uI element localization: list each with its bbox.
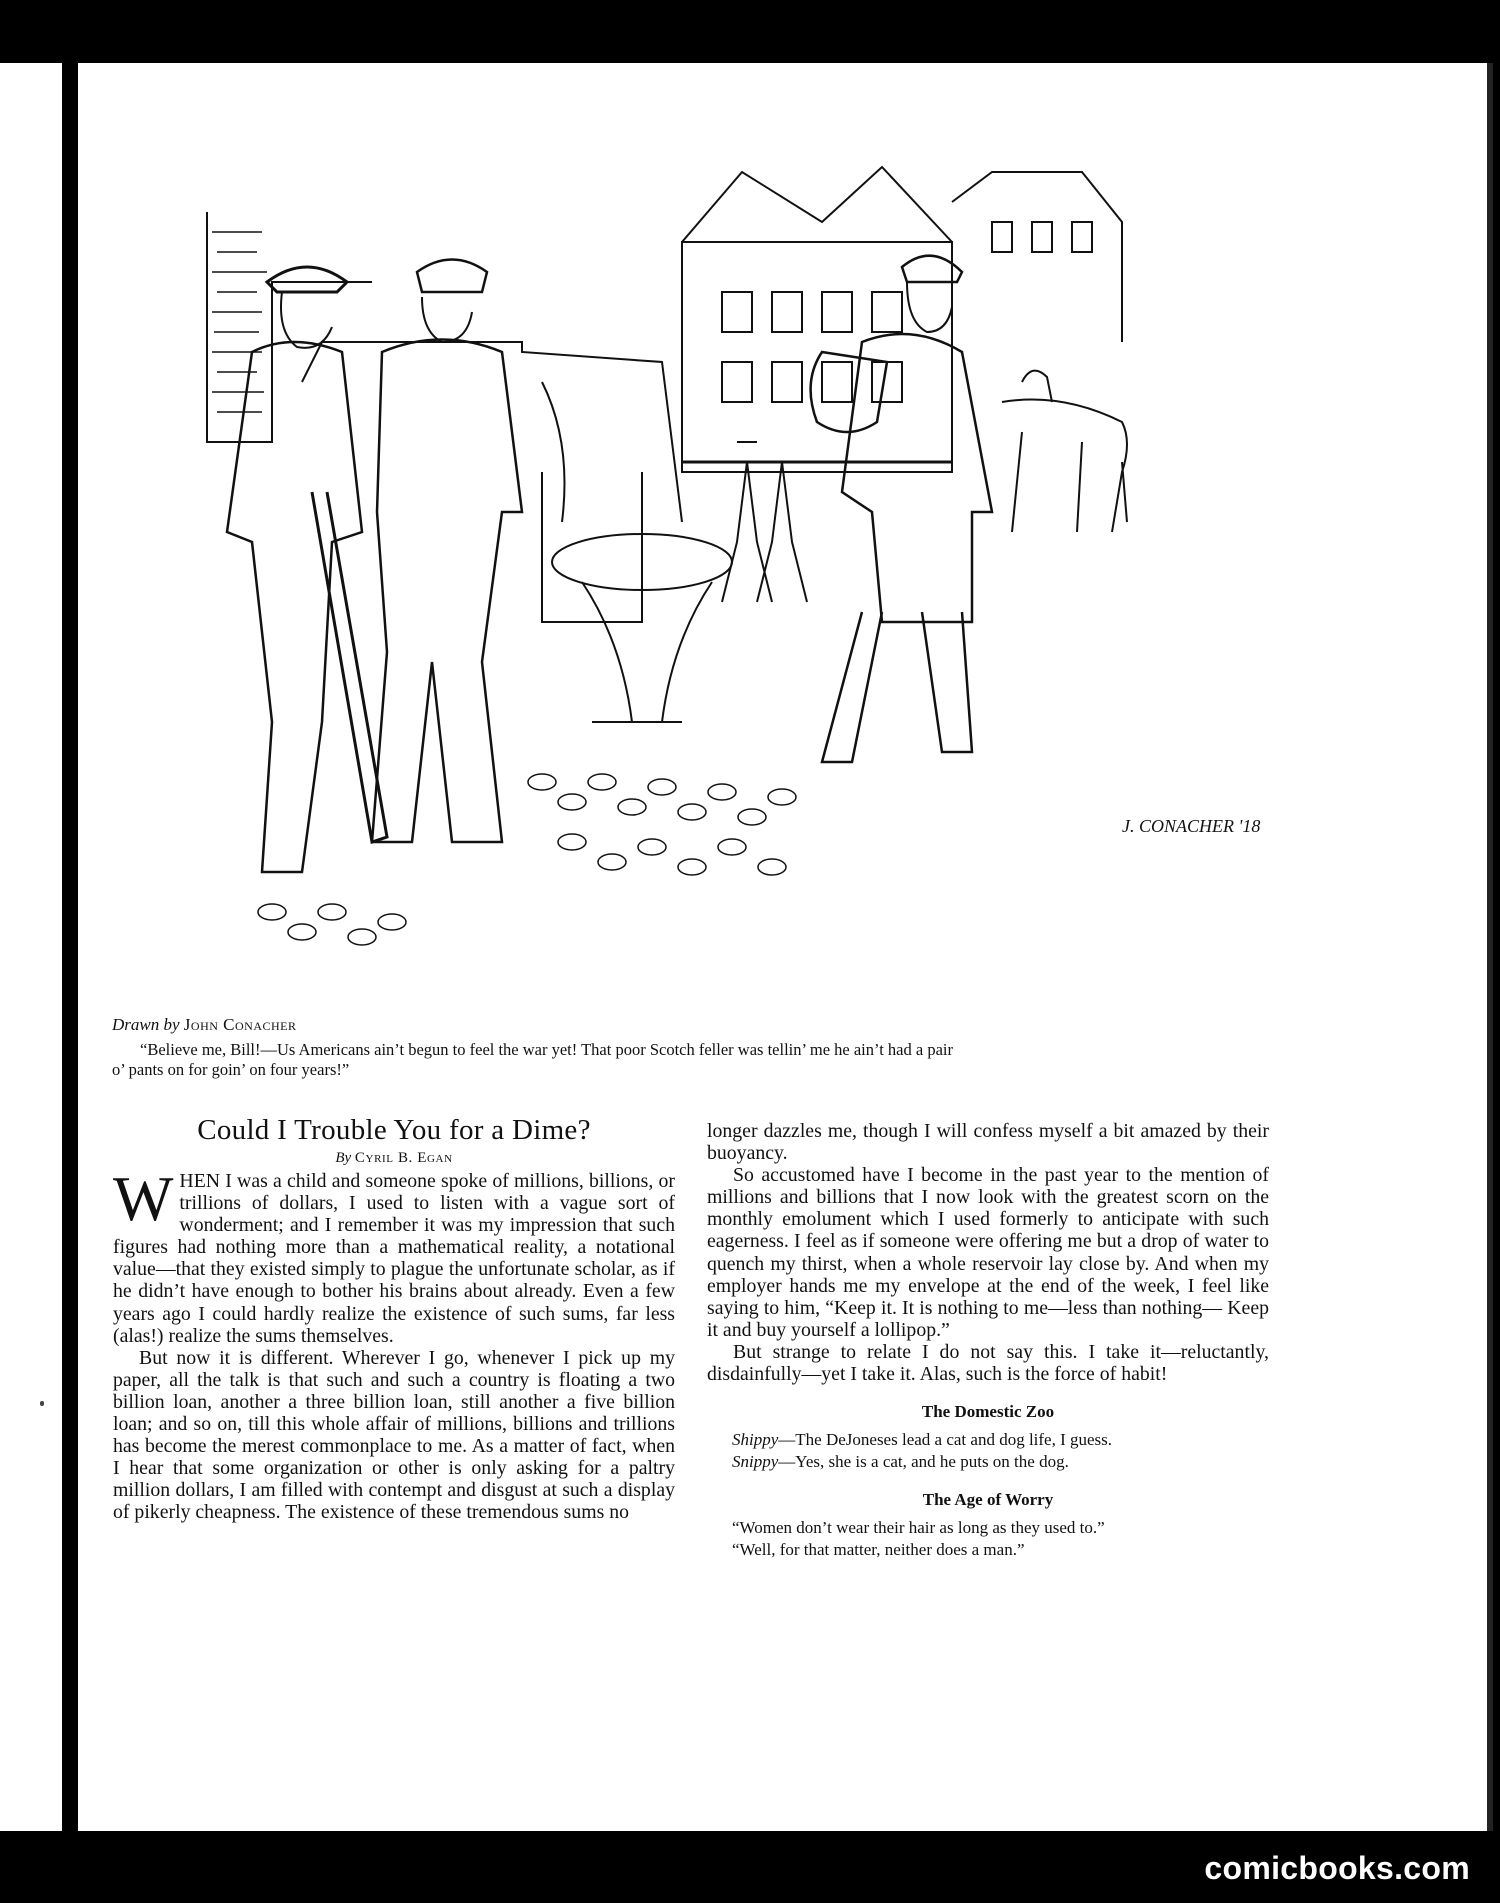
- paragraph-1-text: HEN I was a child and someone spoke of millions, billions, or trillions of dollars, I used to listen with a vague sort of wonderment; and I remember it was my impression that such figures had nothing more than a mathematical reality, a notational value—that they existed simply to plague the unfortunate scholar, as if he didn’t have enough to bother his brains about already. Even a few years ago I could hardly realize the existence of such sums, far less (alas!) realize the sums themselves.: [113, 1170, 675, 1347]
- joke-1-line-1: [707, 1429, 1269, 1451]
- article-column-right: [707, 1120, 1269, 1561]
- byline-prefix: By: [335, 1150, 352, 1166]
- caption-line-1: “Believe me, Bill!—Us Americans ain’t begun to feel the war yet! That poor Scotch feller was tellin’ me he ain’t had a pair: [140, 1040, 953, 1059]
- previous-page-edge: [0, 63, 62, 1831]
- joke-1-title: The Domestic Zoo: [921, 1402, 1055, 1422]
- joke-1-text-2: —Yes, she is a cat, and he puts on the dog.: [778, 1452, 1069, 1472]
- illustration-svg: [122, 142, 1317, 1068]
- article-paragraph-1: [113, 1163, 675, 1347]
- drop-cap: W: [113, 1163, 174, 1234]
- illustration-caption: [112, 1040, 1300, 1080]
- article-paragraph-2: But now it is different. Wherever I go, whenever I pick up my paper, all the talk is that such and such a country is floating a two billion loan, another a three billion loan, still another a five billion loan; and so on, till this whole affair of millions, billions and trillions has become the merest commonplace to me. As a matter of fact, when I hear that some organization or other is only asking for a paltry million dollars, I am filled with contempt and disgust at such a display of pikerly cheapness. The existence of these tremendous sums no: [113, 1346, 675, 1524]
- joke-1-line-2: [707, 1451, 1269, 1473]
- illustration-credit: [112, 1015, 297, 1035]
- article-byline: [113, 1150, 675, 1167]
- credit-artist: John Conacher: [183, 1015, 297, 1034]
- article-column-left: [113, 1163, 675, 1524]
- artist-signature: J. CONACHER '18: [1122, 816, 1261, 836]
- joke-1-speaker-2: Snippy: [732, 1452, 779, 1472]
- credit-prefix: Drawn by: [112, 1015, 180, 1034]
- joke-1-speaker-1: Shippy: [732, 1430, 779, 1450]
- article-paragraph-3: So accustomed have I become in the past year to the mention of millions and billions that I now look with the greatest scorn on the monthly emolument which I used formerly to anticipate with such eagerness. I feel as if someone were offering me but a drop of water to quench my thirst, when a whole reservoir lay close by. And when my employer hands me my envelope at the end of the week, I feel like saying to him, “Keep it. It is nothing to me—less than nothing— Keep it and buy yourself a lollipop.”: [707, 1164, 1269, 1341]
- article-title: Could I Trouble You for a Dime?: [197, 1114, 591, 1146]
- caption-line-2: o’ pants on for goin’ on four years!”: [112, 1060, 350, 1079]
- byline-author: Cyril B. Egan: [354, 1150, 453, 1166]
- joke-2-line-2: “Well, for that matter, neither does a man.”: [732, 1540, 1025, 1560]
- article-paragraph-2-continued: longer dazzles me, though I will confess myself a bit amazed by their buoyancy.: [707, 1120, 1269, 1165]
- joke-1-text-1: —The DeJoneses lead a cat and dog life, I guess.: [778, 1430, 1113, 1450]
- joke-2-title: The Age of Worry: [922, 1490, 1054, 1510]
- joke-2-line-1: “Women don’t wear their hair as long as they used to.”: [732, 1518, 1105, 1538]
- pen-illustration: [122, 142, 1317, 1068]
- site-watermark: comicbooks.com: [1204, 1850, 1470, 1886]
- article-paragraph-4: But strange to relate I do not say this. I take it—reluctantly, disdainfully—yet I take it. Alas, such is the force of habit!: [707, 1340, 1269, 1386]
- page-speck: [40, 1401, 44, 1406]
